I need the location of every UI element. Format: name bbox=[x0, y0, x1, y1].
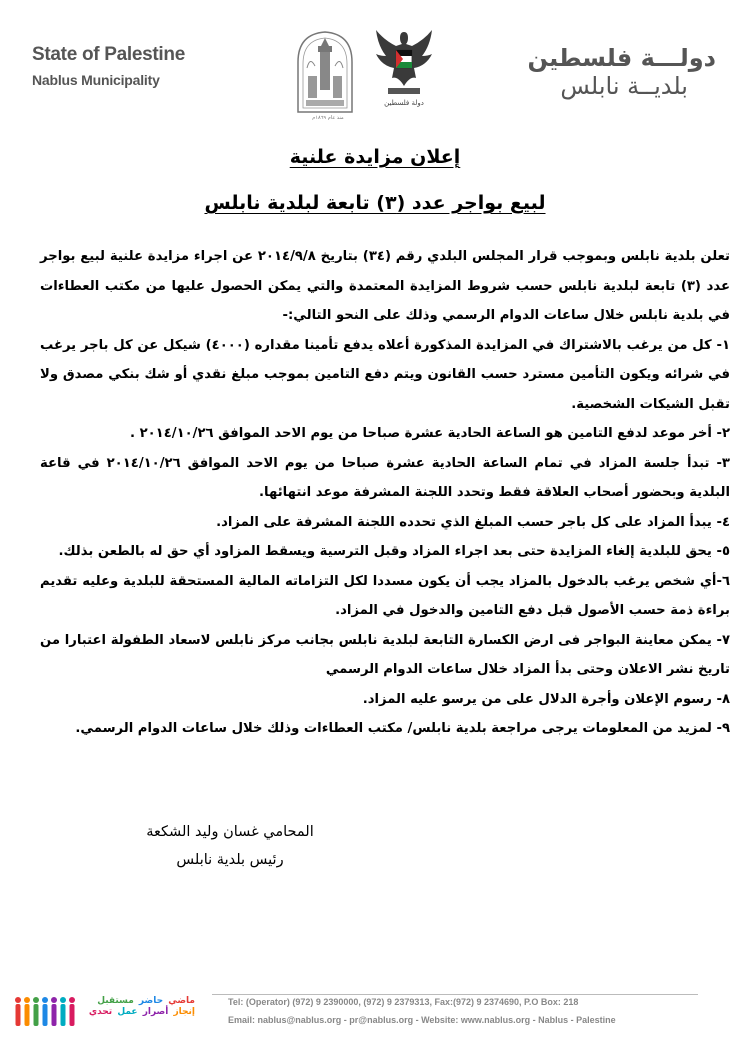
footer-slogan-words bbox=[86, 996, 196, 1018]
signatory-name: المحامي غسان وليد الشكعة bbox=[146, 824, 314, 840]
condition-item-9: ٩- لمزيد من المعلومات يرجى مراجعة بلدية نابلس/ مكتب العطاءات وذلك خلال ساعات الدوام الرسمي. bbox=[75, 721, 730, 736]
condition-item-2: ٢- أخر موعد لدفع التامين هو الساعة الحادية عشرة صباحا من يوم الاحد الموافق ٢٠١٤/١٠/٢٦ . bbox=[129, 426, 730, 441]
announcement-body bbox=[40, 242, 730, 744]
condition-item-3: ٣- تبدأ جلسة المزاد في تمام الساعة الحادية عشرة صباحا من يوم الاحد الموافق ٢٠١٤/١٠/٢٦ في قاعة البلدية وبحضور أصحاب العلاقة فقط وتحدد اللجنة المشرفة موعد انتهائها. bbox=[40, 455, 730, 500]
slogan-word: عمل bbox=[117, 1007, 138, 1017]
header-english bbox=[32, 44, 185, 88]
condition-item-7: ٧- يمكن معاينة البواجر فى ارض الكسارة التابعة لبلدية نابلس بجانب مركز نابلس لاسعاد الطفولة اعتبارا من تاريخ نشر الاعلان وحتى بدأ المزاد خلال ساعات الدوام الرسمي bbox=[40, 632, 730, 677]
municipality-name-ar: بلديــة نابلس bbox=[560, 72, 688, 100]
header-arabic bbox=[496, 44, 716, 100]
municipality-name-en: Nablus Municipality bbox=[32, 72, 160, 88]
footer-divider bbox=[212, 994, 698, 995]
slogan-word: تحدي bbox=[88, 1007, 113, 1017]
slogan-word: حاضر bbox=[138, 996, 164, 1006]
emblem-caption: دولة فلسطين bbox=[384, 99, 424, 107]
seal-caption: منذ عام ١٨٦٩م bbox=[312, 115, 344, 121]
condition-item-5: ٥- يحق للبلدية إلغاء المزايدة حتى بعد اجراء المزاد وقبل الترسية ويسقط المزاود أي حق له بالطعن بذلك. bbox=[58, 544, 730, 559]
condition-item-1: ١- كل من يرغب بالاشتراك في المزايدة المذكورة أعلاه يدفع تأمينا مقداره (٤٠٠٠) شيكل عن كل باجر يرغب في شرائه ويكون التأمين مسترد حسب القانون ويتم دفع التامين بموجب مبلغ نقدي أو شك بنكي مصدق ولا تقبل الشيكات الشخصية. bbox=[40, 337, 731, 412]
state-name-en: State of Palestine bbox=[32, 44, 185, 65]
slogan-word: إنجاز bbox=[173, 1007, 195, 1017]
slogan-word: أصرار bbox=[142, 1007, 169, 1017]
slogan-word: مستقبل bbox=[97, 996, 134, 1006]
footer-contact: Tel: (Operator) (972) 9 2390000, (972) 9 2379313, Fax:(972) 9 2374690, P.O Box: 218 bbox=[228, 997, 579, 1007]
announcement-title-text: إعلان مزايدة علنية bbox=[289, 146, 461, 168]
announcement-subtitle-text: لبيع بواجر عدد (٣) تابعة لبلدية نابلس bbox=[204, 192, 546, 214]
intro-paragraph: تعلن بلدية نابلس وبموجب قرار المجلس البلدي رقم (٣٤) بتاريخ ٢٠١٤/٩/٨ عن اجراء مزايدة علنية لبيع بواجر عدد (٣) تابعة لبلدية نابلس حسب شروط المزايدة المعتمدة والتي يمكن الحصول عليها من مكتب العطاءات في بلدية نابلس خلال ساعات الدوام الرسمي وذلك على النحو التالي:- bbox=[40, 249, 730, 323]
condition-item-8: ٨- رسوم الإعلان وأجرة الدلال على من يرسو عليه المزاد. bbox=[362, 691, 730, 707]
signatory-position: رئيس بلدية نابلس bbox=[176, 852, 284, 868]
condition-item-4: ٤- يبدأ المزاد على كل باجر حسب المبلغ الذي تحدده اللجنة المشرفة على المزاد. bbox=[216, 514, 730, 530]
slogan-word: ماضي bbox=[168, 996, 195, 1006]
state-name-ar: دولـــة فلسطين bbox=[527, 44, 716, 72]
condition-item-6: ٦-أي شخص يرغب بالدخول بالمزاد يجب أن يكون مسددا لكل التزاماته المالية المستحقة للبلدية وعليه تقديم براءة ذمة حسب الأصول قبل دفع التامين والدخول في المزاد. bbox=[40, 573, 730, 618]
signature-block bbox=[130, 818, 330, 874]
announcement-subtitle bbox=[0, 192, 750, 214]
palestine-eagle-emblem-icon bbox=[372, 26, 436, 98]
municipality-seal-icon bbox=[288, 28, 362, 114]
announcement-title bbox=[0, 146, 750, 168]
footer-web: Email: nablus@nablus.org - pr@nablus.org - Website: www.nablus.org - Nablus - Palestine bbox=[228, 1015, 616, 1025]
